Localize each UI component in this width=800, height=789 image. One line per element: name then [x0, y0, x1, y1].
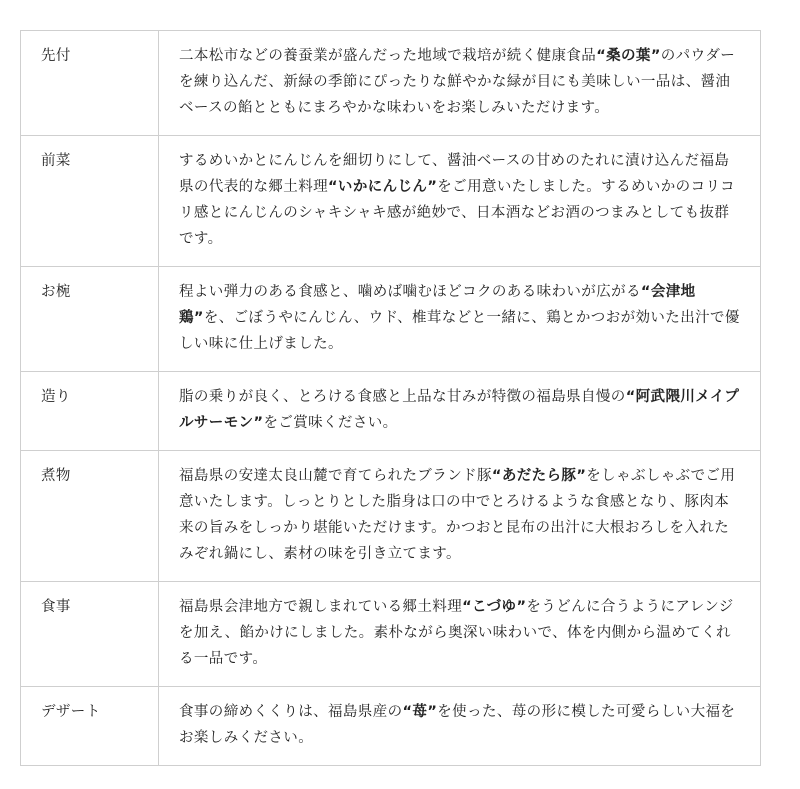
table-row: [21, 451, 761, 582]
featured-ingredient: “苺”: [402, 704, 438, 720]
description-text: 福島県会津地方で親しまれている郷土料理: [179, 599, 463, 615]
description-text: をご用意いたしました。するめいかのコリコリ感とにんじんのシャキシャキ感が絶妙で、日本酒などお酒のつまみとしても抜群です。: [179, 179, 735, 247]
table-row: [21, 372, 761, 451]
description-text: のパウダーを練り込んだ、新緑の季節にぴったりな鮮やかな緑が目にも美味しい一品は、醤油ベースの餡とともにまろやかな味わいをお楽しみいただけます。: [179, 48, 736, 116]
table-row: [21, 136, 761, 267]
description-text: 食事の締めくくりは、福島県産の: [179, 704, 403, 720]
description-text: するめいかとにんじんを細切りにして、醤油ベースの甘めのたれに漬け込んだ福島県の代表的な郷土料理: [179, 153, 730, 195]
course-description: [159, 372, 761, 451]
description-text: 福島県の安達太良山麓で育てられたブランド豚: [179, 468, 492, 484]
description-text: をご賞味ください。: [263, 415, 398, 431]
description-text: をうどんに合うようにアレンジを加え、餡かけにしました。素朴ながら奥深い味わいで、体を内側から温めてくれる一品です。: [179, 599, 734, 667]
description-text: をしゃぶしゃぶでご用意いたします。しっとりとした脂身は口の中でとろけるような食感となり、豚肉本来の旨みをしっかり堪能いただけます。かつおと昆布の出汁に大根おろしを入れたみぞれ鍋にし、素材の味を引き立てます。: [179, 468, 736, 562]
description-text: を使った、苺の形に模した可愛らしい大福をお楽しみください。: [179, 704, 736, 746]
featured-ingredient: “いかにんじん”: [328, 179, 438, 195]
course-description: [159, 267, 761, 372]
description-text: 二本松市などの養蚕業が盛んだった地域で栽培が続く健康食品: [179, 48, 597, 64]
course-description: [159, 582, 761, 687]
course-name: 前菜: [21, 136, 159, 267]
course-description: [159, 451, 761, 582]
course-description: [159, 31, 761, 136]
course-name: デザート: [21, 687, 159, 766]
featured-ingredient: “阿武隈川メイプルサーモン”: [179, 389, 740, 431]
course-name: 煮物: [21, 451, 159, 582]
course-name: 食事: [21, 582, 159, 687]
course-menu-table: [20, 30, 761, 766]
course-name: お椀: [21, 267, 159, 372]
course-description: [159, 136, 761, 267]
featured-ingredient: “会津地鶏”: [179, 284, 696, 326]
featured-ingredient: “こづゆ”: [462, 599, 527, 615]
description-text: 程よい弾力のある食感と、噛めば噛むほどコクのある味わいが広がる: [179, 284, 641, 300]
table-row: [21, 687, 761, 766]
featured-ingredient: “あだたら豚”: [491, 468, 587, 484]
description-text: を、ごぼうやにんじん、ウド、椎茸などと一緒に、鶏とかつおが効いた出汁で優しい味に仕上げました。: [179, 310, 740, 352]
table-row: [21, 582, 761, 687]
table-row: [21, 267, 761, 372]
featured-ingredient: “桑の葉”: [596, 48, 661, 64]
course-name: 造り: [21, 372, 159, 451]
description-text: 脂の乗りが良く、とろける食感と上品な甘みが特徴の福島県自慢の: [179, 389, 626, 405]
course-name: 先付: [21, 31, 159, 136]
table-row: [21, 31, 761, 136]
course-description: [159, 687, 761, 766]
